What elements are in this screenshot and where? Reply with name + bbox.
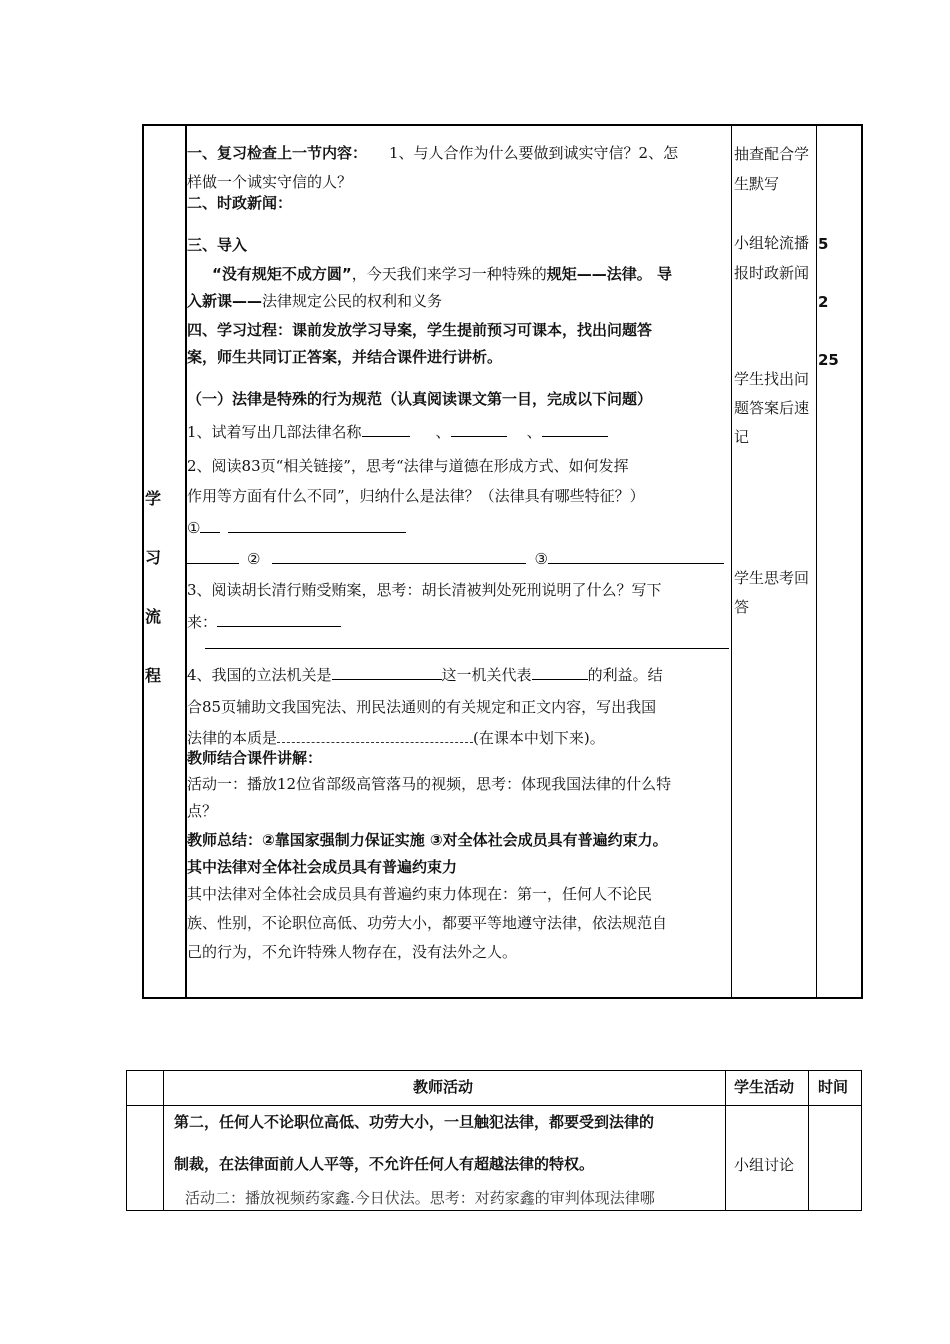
blank[interactable] bbox=[451, 422, 507, 437]
intro-line: “没有规矩不成方圆”，今天我们来学习一种特殊的规矩——法律。 导 bbox=[212, 265, 672, 283]
blank[interactable] bbox=[362, 422, 410, 437]
blank[interactable] bbox=[228, 518, 406, 533]
header-student-activity: 学生活动 bbox=[734, 1078, 795, 1096]
blank[interactable] bbox=[217, 612, 341, 627]
question-4-line-2: 合85页辅助文我国宪法、刑民法通则的有关规定和正文内容，写出我国 bbox=[187, 698, 657, 716]
blank[interactable] bbox=[548, 549, 724, 564]
process-line-2: 案，师生共同订正答案，并结合课件进行讲析。 bbox=[187, 348, 503, 366]
answer-1: ① bbox=[187, 518, 406, 538]
blank[interactable] bbox=[532, 665, 588, 680]
body-line-1: 其中法律对全体社会成员具有普遍约束力体现在：第一，任何人不论民 bbox=[187, 885, 653, 903]
question-3-line-2: 来： bbox=[187, 612, 341, 632]
table2-line-1: 第二，任何人不论职位高低、功劳大小，一旦触犯法律，都要受到法律的 bbox=[174, 1113, 655, 1131]
news-heading: 二、时政新闻： bbox=[187, 194, 293, 212]
question-4-line-1: 4、我国的立法机关是 这一机关代表 的利益。结 bbox=[187, 666, 663, 684]
review-question: 1、与人合作为什么要做到诚实守信？2、怎 bbox=[389, 144, 679, 162]
blank[interactable] bbox=[277, 728, 473, 743]
blank[interactable] bbox=[272, 549, 526, 564]
review-heading: 一、复习检查上一节内容： bbox=[187, 144, 368, 162]
question-4-line-3: 法律的本质是 (在课本中划下来)。 bbox=[187, 729, 605, 747]
blank[interactable] bbox=[187, 549, 239, 564]
blank[interactable] bbox=[332, 665, 442, 680]
table2-student-activity: 小组讨论 bbox=[734, 1156, 795, 1174]
body-line-3: 己的行为，不允许特殊人物存在，没有法外之人。 bbox=[187, 943, 518, 961]
question-2-line-1: 2、阅读83页“相关链接”，思考“法律与道德在形成方式、如何发挥 bbox=[187, 457, 629, 475]
question-1: 1、试着写出几部法律名称 、 、 bbox=[187, 422, 608, 442]
intro-heading: 三、导入 bbox=[187, 236, 248, 254]
answers-2-3: ② ③ bbox=[187, 549, 724, 569]
part1-heading: （一）法律是特殊的行为规范（认真阅读课文第一目，完成以下问题） bbox=[187, 390, 653, 408]
process-line-1: 四、学习过程：课前发放学习导案，学生提前预习可课本，找出问题答 bbox=[187, 321, 653, 339]
activity-1-line-2: 点？ bbox=[187, 802, 218, 820]
answer-line bbox=[205, 648, 729, 649]
blank[interactable] bbox=[542, 422, 608, 437]
table2-line-3: 活动二：播放视频药家鑫.今日伏法。思考：对药家鑫的审判体现法律哪 bbox=[185, 1189, 655, 1207]
summary-line-2: 其中法律对全体社会成员具有普遍约束力 bbox=[187, 858, 458, 876]
blank[interactable] bbox=[200, 518, 220, 533]
question-2-line-2: 作用等方面有什么不同”，归纳什么是法律？（法律具有哪些特征？） bbox=[187, 487, 645, 505]
activity-1-line-1: 活动一：播放12位省部级高管落马的视频，思考：体现我国法律的什么特 bbox=[187, 775, 672, 793]
teacher-heading: 教师结合课件讲解： bbox=[187, 749, 323, 767]
body-line-2: 族、性别，不论职位高低、功劳大小，都要平等地遵守法律，依法规范自 bbox=[187, 914, 668, 932]
review-question-2: 样做一个诚实守信的人？ bbox=[187, 173, 353, 191]
question-3-line-1: 3、阅读胡长清行贿受贿案，思考：胡长清被判处死刑说明了什么？写下 bbox=[187, 581, 662, 599]
header-teacher-activity: 教师活动 bbox=[413, 1078, 474, 1096]
intro-line-2: 入新课——法律规定公民的权利和义务 bbox=[187, 292, 443, 310]
table2-line-2: 制裁，在法律面前人人平等，不允许任何人有超越法律的特权。 bbox=[174, 1155, 595, 1173]
summary-line-1: 教师总结：②靠国家强制力保证实施 ③对全体社会成员具有普遍约束力。 bbox=[187, 831, 668, 849]
header-time: 时间 bbox=[818, 1078, 849, 1096]
